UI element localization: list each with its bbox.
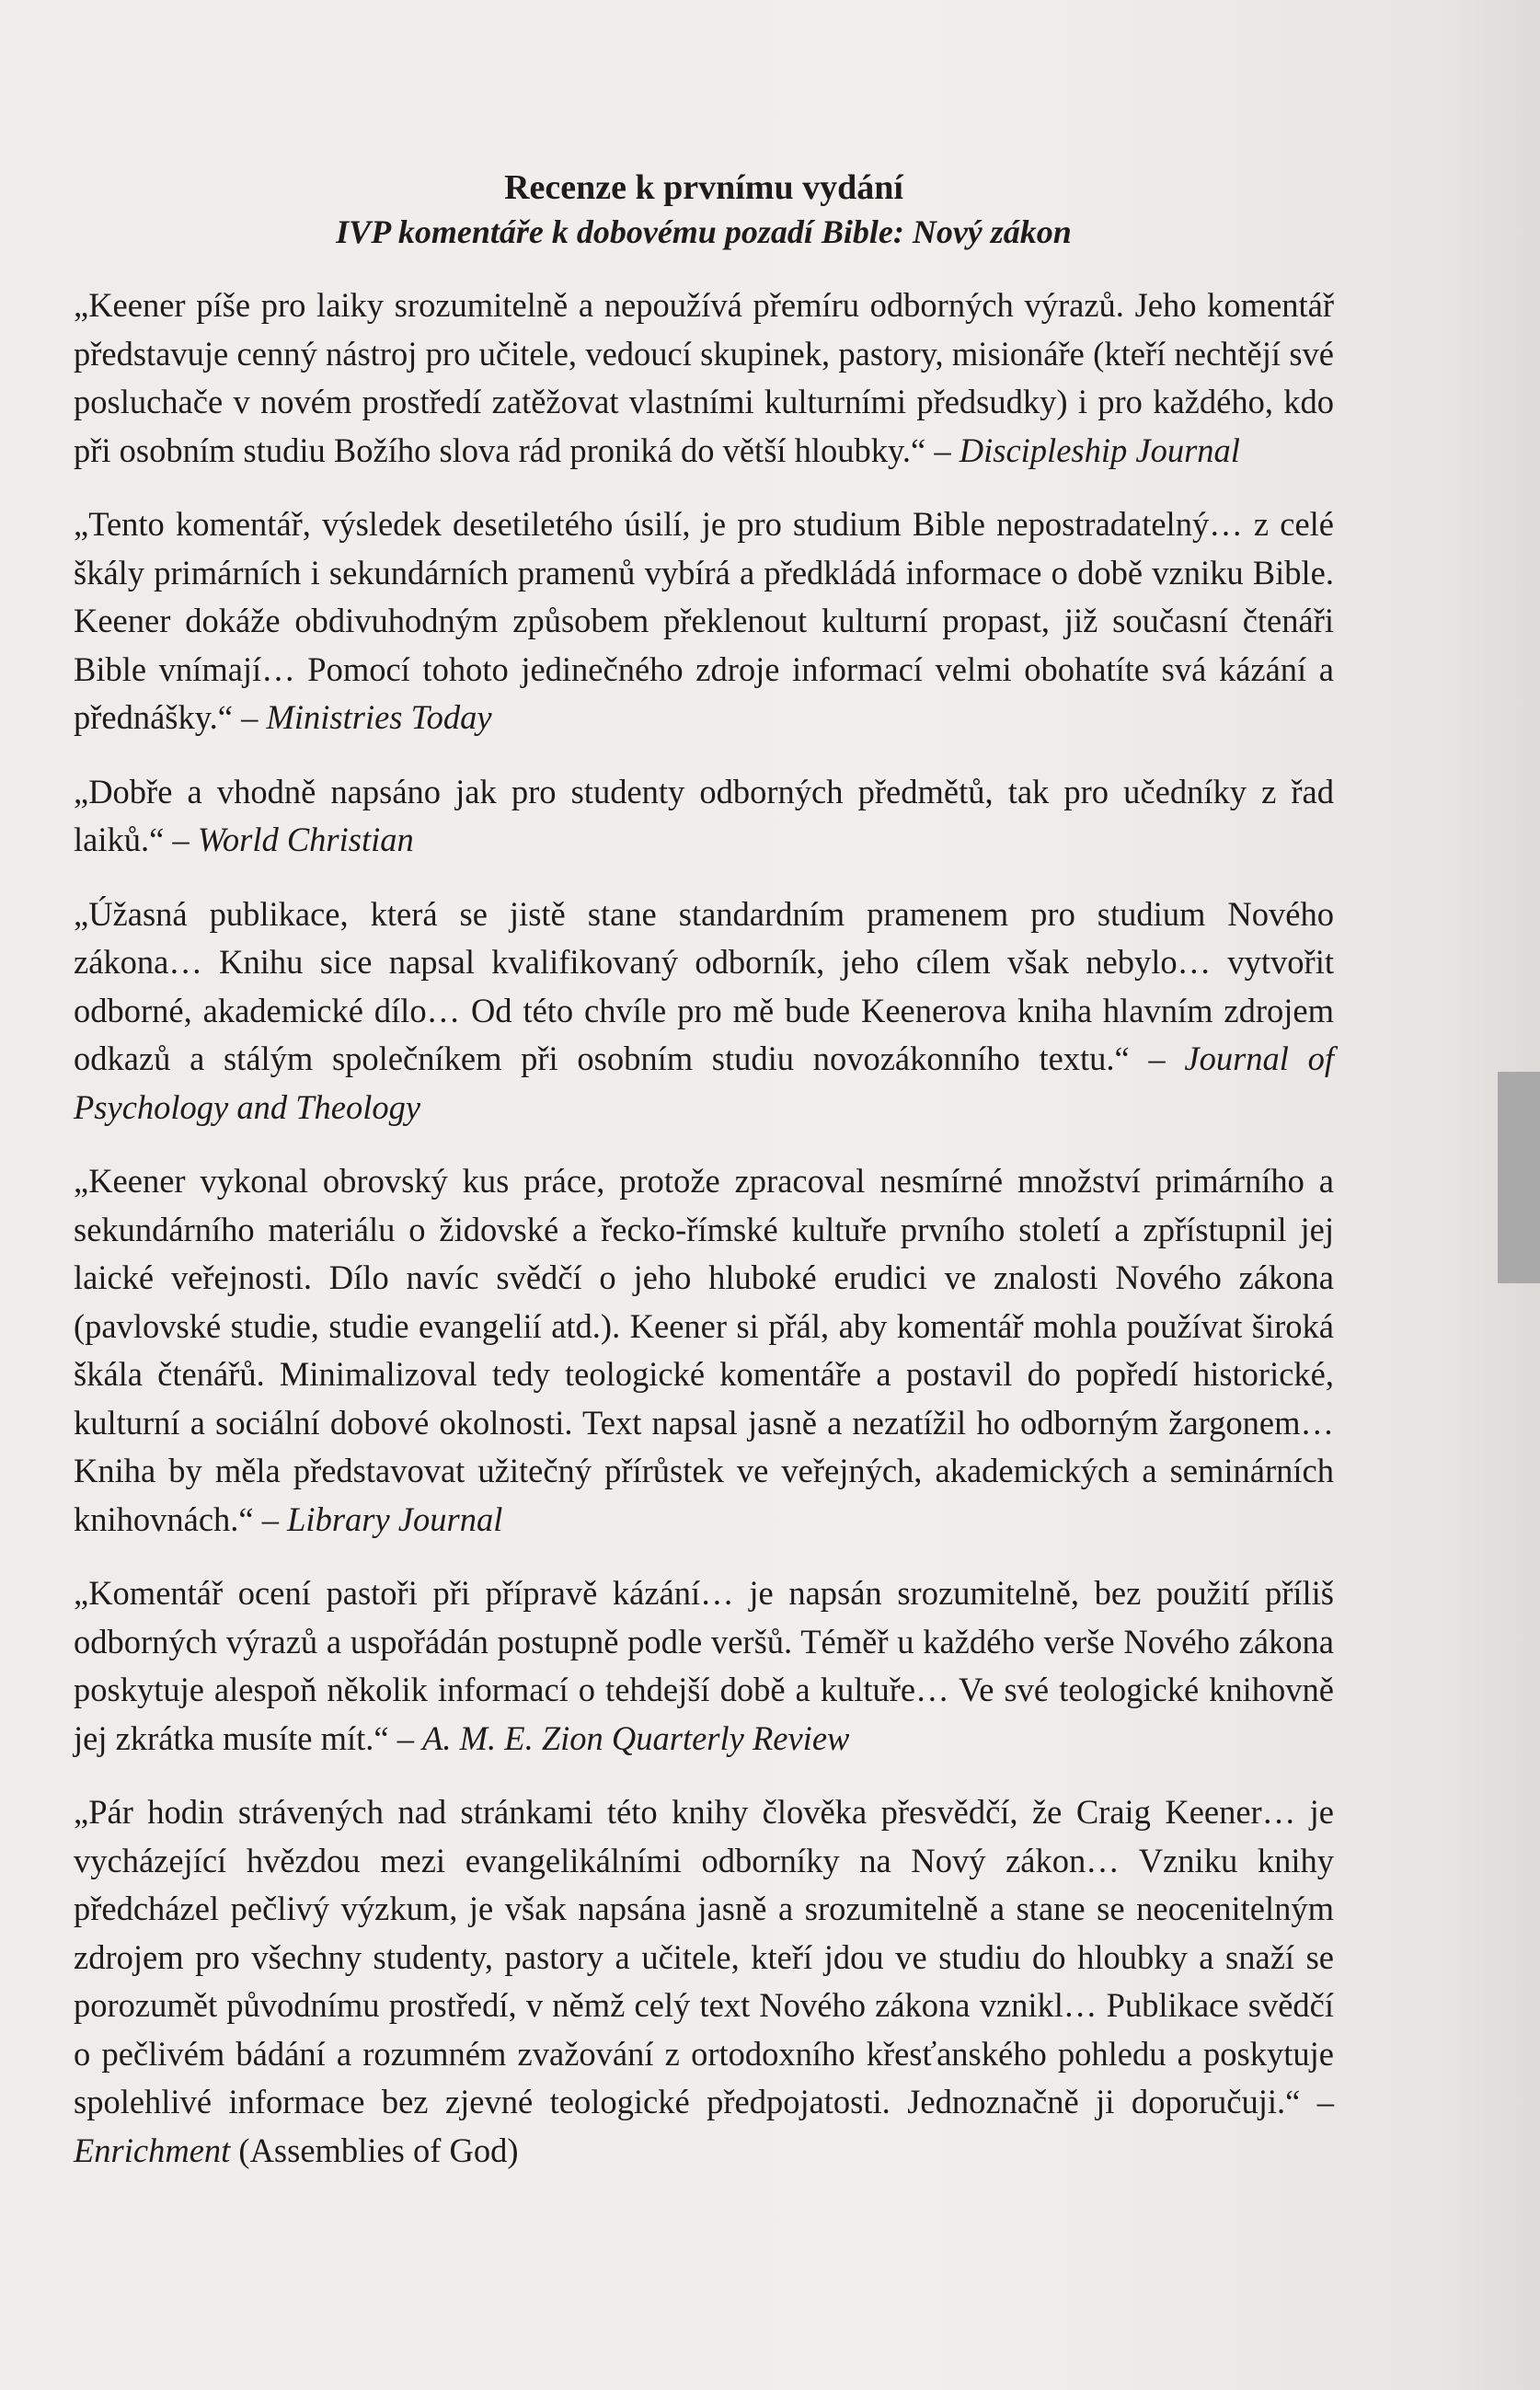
review-source: Discipleship Journal (959, 431, 1240, 469)
review-source-suffix: (Assemblies of God) (230, 2131, 519, 2169)
review-text: „Komentář ocení pastoři při přípravě kázání… je napsán srozumitelně, bez použití příliš odborných výrazů a uspořádán postupně podle veršů. Téměř u každého verše Nového zákona poskytuje alespoň několik informací o tehdejší době a kultuře… Ve své teologické knihovně jej zkrátka musíte mít.“ – (74, 1574, 1334, 1757)
review-3 (74, 768, 1334, 865)
review-text: „Dobře a vhodně napsáno jak pro studenty odborných předmětů, tak pro učedníky z řad laiků.“ – (74, 772, 1334, 858)
review-source: Journal of Psychology and Theology (74, 1040, 1334, 1126)
review-source: Enrichment (74, 2131, 231, 2169)
review-source: Ministries Today (266, 698, 492, 736)
thumb-index-tab (1498, 1072, 1540, 1283)
page-subtitle: IVP komentáře k dobovému pozadí Bible: Nový zákon (336, 213, 1072, 250)
review-source: Library Journal (287, 1499, 503, 1538)
page-title: Recenze k prvnímu vydání (504, 168, 903, 207)
review-text: „Úžasná publikace, která se jistě stane standardním pramenem pro studium Nového zákona… Knihu sice napsal kvalifikovaný odborník, jeho cílem však nebylo… vytvořit odborné, akademické dílo… Od této chvíle pro mě bude Keenerova kniha hlavním zdrojem odkazů a stálým společníkem při osobním studiu novozákonního textu.“ – (74, 894, 1334, 1077)
review-source: A. M. E. Zion Quarterly Review (422, 1718, 850, 1757)
review-6 (74, 1569, 1334, 1763)
review-2 (74, 500, 1334, 742)
review-text: „Keener píše pro laiky srozumitelně a nepoužívá přemíru odborných výrazů. Jeho komentář představuje cenný nástroj pro učitele, vedoucí skupinek, pastory, misionáře (kteří nechtějí své posluchače v novém prostředí zatěžovat vlastními kulturními předsudky) i pro každého, kdo při osobním studiu Božího slova rád proniká do větší hloubky.“ – (74, 286, 1334, 469)
page-content (74, 166, 1334, 2200)
review-text: „Keener vykonal obrovský kus práce, protože zpracoval nesmírné množství primárního a sekundárního materiálu o židovské a řecko-římské kultuře prvního století a zpřístupnil jej laické veřejnosti. Dílo navíc svědčí o jeho hluboké erudici ve znalosti Nového zákona (pavlovské studie, studie evangelií atd.). Keener si přál, aby komentář mohla používat široká škála čtenářů. Minimalizoval tedy teologické komentáře a postavil do popředí historické, kulturní a sociální dobové okolnosti. Text napsal jasně a nezatížil ho odborným žargonem… Kniha by měla představovat užitečný přírůstek ve veřejných, akademických a seminárních knihovnách.“ – (74, 1162, 1334, 1538)
review-text: „Pár hodin strávených nad stránkami této knihy člověka přesvědčí, že Craig Keener… je vycházející hvězdou mezi evangelikálními odborníky na Nový zákon… Vzniku knihy předcházel pečlivý výzkum, je však napsána jasně a srozumitelně a stane se neocenitelným zdrojem pro všechny studenty, pastory a učitele, kteří jdou ve studiu do hloubky a snaží se porozumět původnímu prostředí, v němž celý text Nového zákona vznikl… Publikace svědčí o pečlivém bádání a rozumném zvažování z ortodoxního křesťanského pohledu a poskytuje spolehlivé informace bez zjevné teologické předpojatosti. Jednoznačně ji doporučuji.“ – (74, 1793, 1334, 2120)
review-7 (74, 1788, 1334, 2175)
review-1 (74, 282, 1334, 475)
review-text: „Tento komentář, výsledek desetiletého úsilí, je pro studium Bible nepostradatelný… z celé škály primárních i sekundárních pramenů vybírá a předkládá informace o době vzniku Bible. Keener dokáže obdivuhodným způsobem překlenout kulturní propast, již současní čtenáři Bible vnímají… Pomocí tohoto jedinečného zdroje informací velmi obohatíte svá kázání a přednášky.“ – (74, 505, 1334, 736)
review-5 (74, 1157, 1334, 1544)
review-source: World Christian (197, 821, 414, 858)
review-4 (74, 891, 1334, 1132)
